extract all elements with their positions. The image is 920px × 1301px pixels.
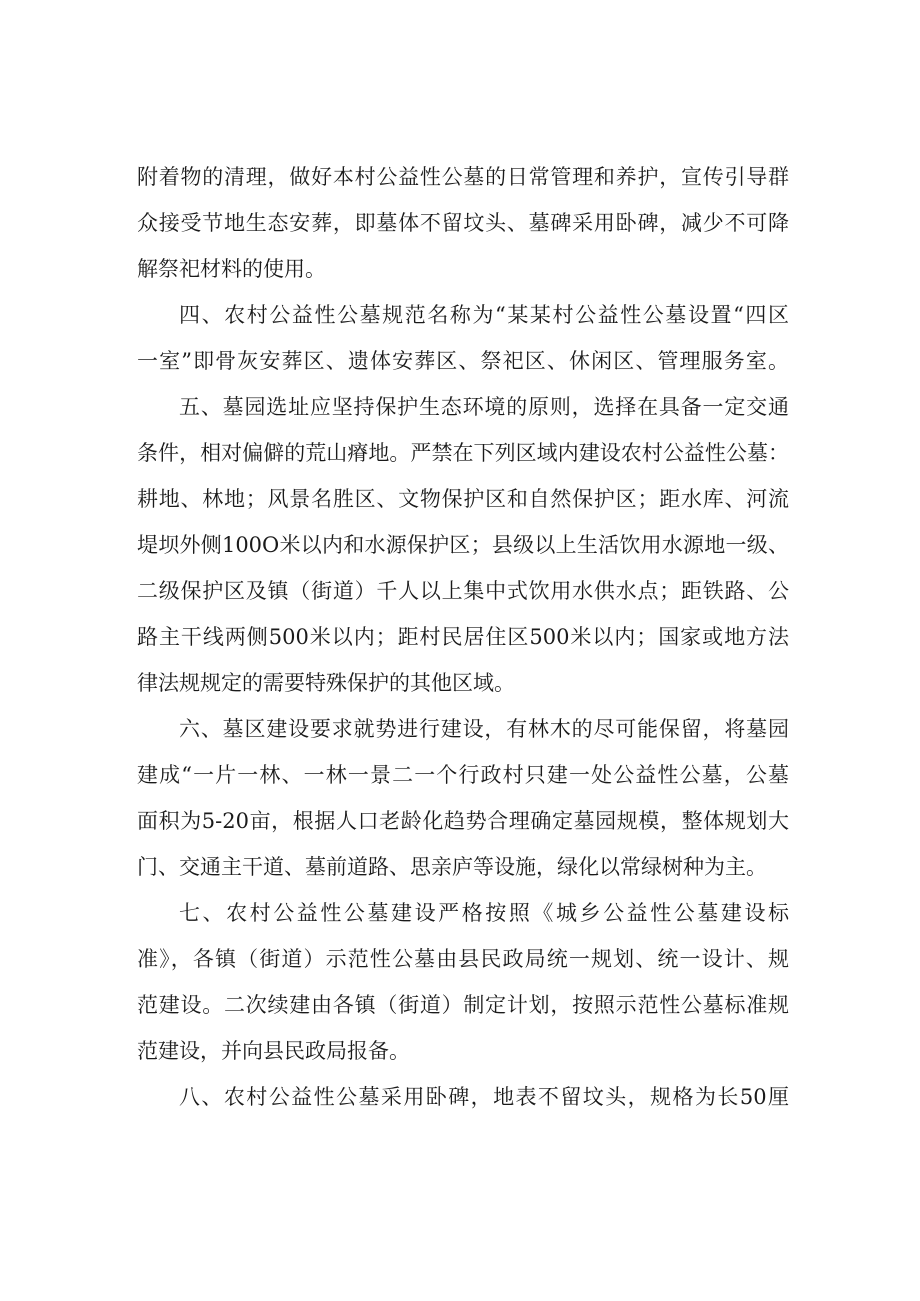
text-line: 八、农村公益性公墓采用卧碑，地表不留坟头，规格为长50厘 — [179, 1085, 789, 1109]
text-line: 路主干线两侧500米以内；距村民居住区500米以内；国家或地方法 — [137, 625, 789, 649]
text-line: 条件，相对偏僻的荒山瘠地。严禁在下列区域内建设农村公益性公墓： — [137, 441, 789, 465]
text-line: 解祭祀材料的使用。 — [137, 257, 326, 281]
paragraph-5 — [137, 384, 789, 706]
paragraph-6 — [137, 706, 789, 890]
text-line: 一室”即骨灰安葬区、遗体安葬区、祭祀区、休闲区、管理服务室。 — [137, 349, 789, 373]
text-line: 附着物的清理，做好本村公益性公墓的日常管理和养护，宣传引导群 — [137, 165, 789, 189]
document-body — [137, 154, 789, 1120]
text-line: 七、农村公益性公墓建设严格按照《城乡公益性公墓建设标 — [179, 901, 789, 925]
text-line: 耕地、林地；风景名胜区、文物保护区和自然保护区；距水库、河流 — [137, 487, 789, 511]
text-line: 堤坝外侧100O米以内和水源保护区；县级以上生活饮用水源地一级、 — [137, 533, 789, 557]
text-line: 建成“一片一林、一林一景二一个行政村只建一处公益性公墓，公墓 — [137, 763, 789, 787]
text-line: 门、交通主干道、墓前道路、思亲庐等设施，绿化以常绿树种为主。 — [137, 855, 767, 879]
text-line: 二级保护区及镇（街道）千人以上集中式饮用水供水点；距铁路、公 — [137, 579, 789, 603]
paragraph-7 — [137, 890, 789, 1074]
text-line: 范建设。二次续建由各镇（街道）制定计划，按照示范性公墓标准规 — [137, 993, 789, 1017]
text-line: 众接受节地生态安葬，即墓体不留坟头、墓碑采用卧碑，减少不可降 — [137, 211, 789, 235]
text-line: 五、墓园选址应坚持保护生态环境的原则，选择在具备一定交通 — [179, 395, 789, 419]
text-line: 六、墓区建设要求就势进行建设，有林木的尽可能保留，将墓园 — [179, 717, 789, 741]
paragraph-4 — [137, 292, 789, 384]
text-line: 准》，各镇（街道）示范性公墓由县民政局统一规划、统一设计、规 — [137, 947, 789, 971]
text-line: 范建设，并向县民政局报备。 — [137, 1039, 410, 1063]
paragraph-8 — [137, 1074, 789, 1120]
paragraph-3-continuation — [137, 154, 789, 292]
text-line: 律法规规定的需要特殊保护的其他区域。 — [137, 671, 515, 695]
text-line: 面积为5-20亩，根据人口老龄化趋势合理确定墓园规模，整体规划大 — [137, 809, 789, 833]
text-line: 四、农村公益性公墓规范名称为“某某村公益性公墓设置“四区 — [179, 303, 789, 327]
